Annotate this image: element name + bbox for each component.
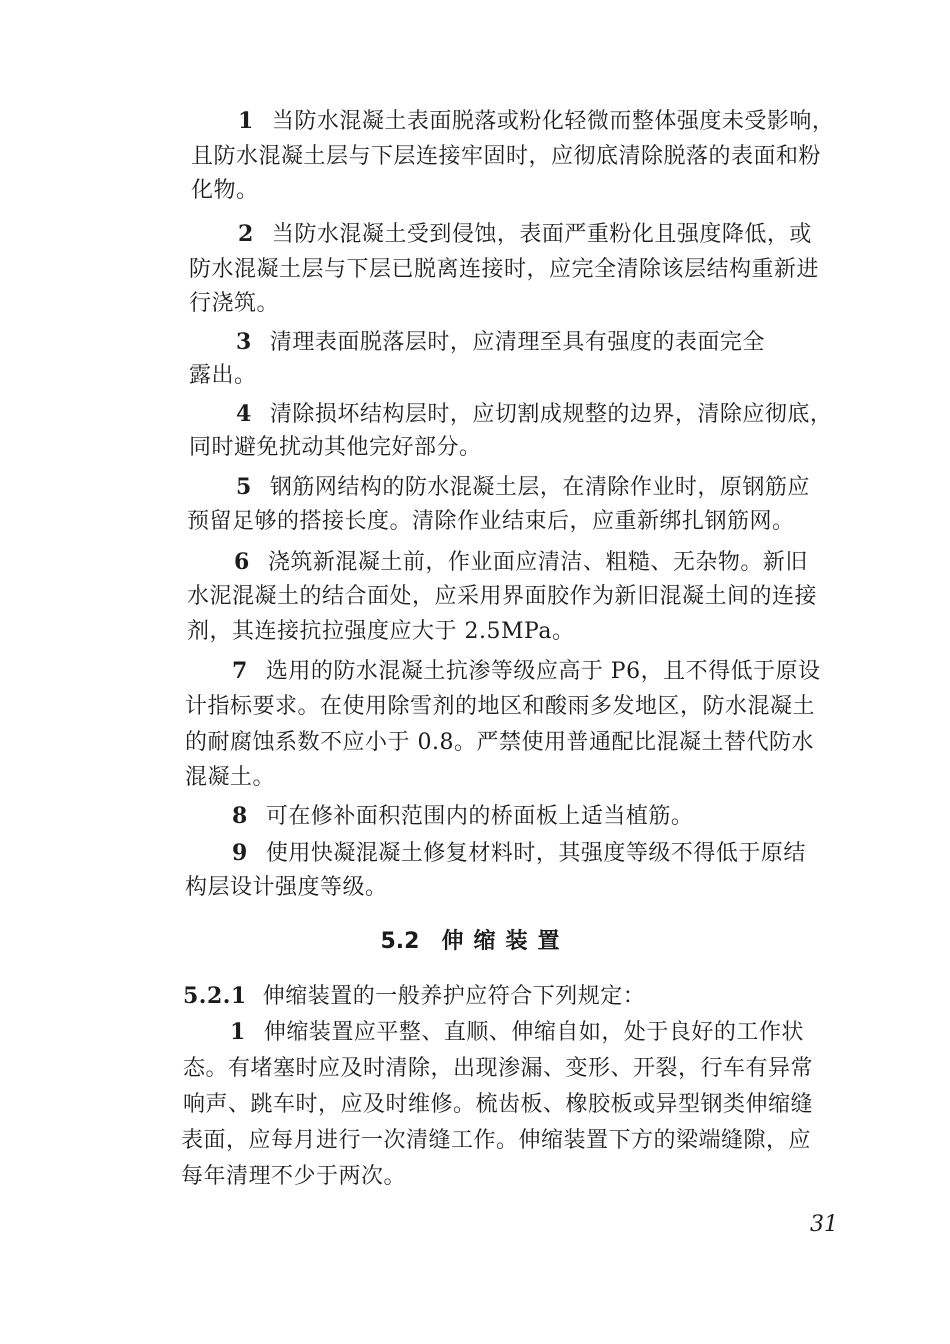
item-number: 8	[232, 803, 248, 829]
item-2-line-3: 行浇筑。	[189, 291, 280, 316]
item-5-line-1	[236, 472, 810, 503]
item-7-line-3: 的耐腐蚀系数不应小于 0.8。严禁使用普通配比混凝土替代防水	[185, 730, 814, 755]
item-8-line-1	[232, 801, 693, 832]
item-text: 选用的防水混凝土抗渗等级应高于 P6，且不得低于原设	[265, 659, 821, 684]
item-text: 浇筑新混凝土前，作业面应清洁、粗糙、无杂物。新旧	[267, 550, 808, 575]
item-text: 可在修补面积范围内的桥面板上适当植筋。	[265, 804, 694, 829]
sub-item-1-line-2: 态。有堵塞时应及时清除，出现渗漏、变形、开裂，行车有异常	[183, 1056, 814, 1081]
item-text: 当防水混凝土受到侵蚀，表面严重粉化且强度降低，或	[271, 222, 812, 247]
item-number: 3	[236, 329, 252, 355]
item-7-line-1	[232, 656, 821, 687]
item-text: 钢筋网结构的防水混凝土层，在清除作业时，原钢筋应	[269, 475, 810, 500]
clause-number: 5.2.1	[183, 983, 247, 1009]
section-heading	[0, 924, 950, 955]
section-number: 5.2	[380, 929, 420, 954]
item-3-line-2: 露出。	[189, 363, 257, 388]
item-2-line-2: 防水混凝土层与下层已脱离连接时，应完全清除该层结构重新进	[189, 257, 820, 282]
item-4-line-2: 同时避免扰动其他完好部分。	[189, 435, 482, 460]
sub-item-1-line-3: 响声、跳车时，应及时维修。梳齿板、橡胶板或异型钢类伸缩缝	[183, 1092, 814, 1117]
item-7-line-4: 混凝土。	[185, 765, 276, 790]
item-5-line-2: 预留足够的搭接长度。清除作业结束后，应重新绑扎钢筋网。	[187, 509, 795, 534]
sub-item-1-line-1	[230, 1017, 804, 1048]
item-7-line-2: 计指标要求。在使用除雪剂的地区和酸雨多发地区，防水混凝土	[185, 694, 816, 719]
item-1-line-2: 且防水混凝土层与下层连接牢固时，应彻底清除脱落的表面和粉	[191, 144, 822, 169]
section-title: 伸缩装置	[441, 929, 570, 954]
item-text: 清除损坏结构层时，应切割成规整的边界，清除应彻底，	[269, 402, 833, 427]
item-9-line-1	[232, 838, 806, 869]
item-6-line-2: 水泥混凝土的结合面处，应采用界面胶作为新旧混凝土间的连接	[187, 584, 818, 609]
item-number: 1	[230, 1019, 246, 1045]
item-number: 1	[238, 108, 254, 134]
item-3-line-1	[236, 327, 765, 358]
item-number: 2	[238, 221, 254, 247]
item-text: 当防水混凝土表面脱落或粉化轻微而整体强度未受影响，	[271, 109, 835, 134]
item-number: 9	[232, 840, 248, 866]
item-1-line-3: 化物。	[191, 178, 259, 203]
item-number: 7	[232, 658, 248, 684]
item-6-line-1	[234, 547, 808, 578]
item-2-line-1	[238, 219, 812, 250]
sub-item-1-line-4: 表面，应每月进行一次清缝工作。伸缩装置下方的梁端缝隙，应	[181, 1128, 812, 1153]
item-number: 6	[234, 549, 250, 575]
item-text: 使用快凝混凝土修复材料时，其强度等级不得低于原结	[265, 841, 806, 866]
page-number: 31	[810, 1212, 838, 1237]
clause-line	[183, 981, 645, 1012]
item-text: 清理表面脱落层时，应清理至具有强度的表面完全	[269, 330, 765, 355]
item-9-line-2: 构层设计强度等级。	[185, 875, 388, 900]
item-number: 5	[236, 474, 252, 500]
clause-text: 伸缩装置的一般养护应符合下列规定：	[262, 984, 646, 1009]
item-6-line-3: 剂，其连接抗拉强度应大于 2.5MPa。	[187, 619, 575, 644]
item-4-line-1	[236, 399, 832, 430]
item-text: 伸缩装置应平整、直顺、伸缩自如，处于良好的工作状	[263, 1020, 804, 1045]
item-number: 4	[236, 401, 252, 427]
item-1-line-1	[238, 106, 834, 137]
sub-item-1-line-5: 每年清理不少于两次。	[181, 1164, 407, 1189]
